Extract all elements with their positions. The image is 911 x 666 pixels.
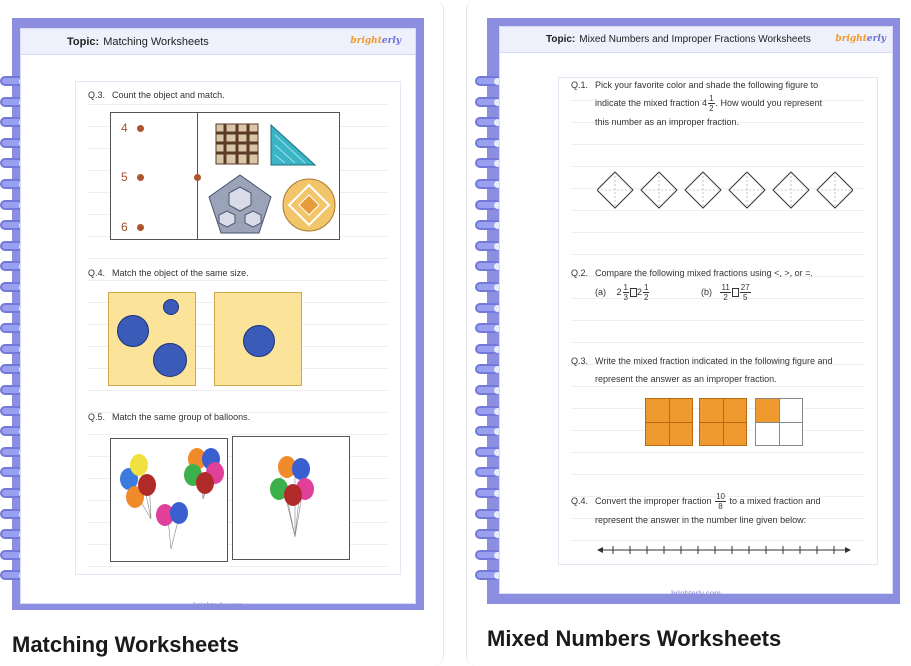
ruled-line xyxy=(88,566,388,567)
pattern-square-icon xyxy=(215,123,259,165)
size-box-2 xyxy=(214,292,302,386)
balloons-icon xyxy=(233,437,351,561)
answer-blank[interactable] xyxy=(630,288,637,297)
ruled-line xyxy=(571,166,865,167)
balloons-icon xyxy=(111,439,229,563)
pentagon-icon xyxy=(207,173,273,235)
topic-bar xyxy=(21,29,415,55)
question-2: Q.2. Compare the following mixed fractions using <, >, or =. (a) 2 $\frac{1}{3}$ 2 $\frac{1}{2}$ (b) $\frac{11}{2}$ $\frac{27}{5}$ xyxy=(571,268,813,303)
fraction-square-full xyxy=(645,398,693,446)
ruled-line xyxy=(571,232,865,233)
ruled-line xyxy=(571,342,865,343)
worksheet-card-matching[interactable] xyxy=(0,0,444,666)
question-3: Q.3. Count the object and match. xyxy=(88,90,225,100)
ruled-line xyxy=(571,452,865,453)
question-4: Q.4. Match the object of the same size. xyxy=(88,268,249,278)
worksheet-card-mixed-numbers[interactable] xyxy=(466,0,911,666)
number-line xyxy=(597,542,853,558)
number-4: 4 xyxy=(121,121,128,135)
ruled-line xyxy=(88,258,388,259)
card-title[interactable]: Mixed Numbers Worksheets xyxy=(487,626,782,651)
ruled-line xyxy=(571,144,865,145)
ruled-line xyxy=(571,540,865,541)
match-dot xyxy=(137,125,144,132)
fraction-square-full xyxy=(699,398,747,446)
ruled-line xyxy=(571,210,865,211)
match-dot xyxy=(137,174,144,181)
ruled-line xyxy=(571,474,865,475)
circle-pattern-icon xyxy=(281,177,337,233)
footer-url: brighterly.com xyxy=(193,601,243,610)
triangle-icon xyxy=(269,123,317,167)
brand-logo: brighterly xyxy=(835,34,886,44)
card-title[interactable]: Matching Worksheets xyxy=(12,632,239,657)
worksheet-sheet xyxy=(20,28,416,610)
ruled-line xyxy=(571,320,865,321)
topic-label: Topic: xyxy=(546,34,576,45)
size-box-1 xyxy=(108,292,196,386)
question-1: Q.1. Pick your favorite color and shade the following figure to indicate the mixed fraction 4 $\frac{1}{2}$ . How would you represent this number as an improper fraction. xyxy=(571,80,823,128)
number-6: 6 xyxy=(121,220,128,234)
worksheet-sheet xyxy=(499,26,893,598)
balloon-group-2 xyxy=(232,436,350,560)
topic-label: Topic: xyxy=(67,35,100,48)
brand-logo: brighterly xyxy=(350,36,401,46)
question-4: Q.4. Convert the improper fraction $\frac{10}{8}$ to a mixed fraction and represent the answer in the number line given below: xyxy=(571,492,821,526)
worksheet-content xyxy=(75,81,401,575)
worksheet-content xyxy=(558,77,878,565)
topic-value: Mixed Numbers and Improper Fractions Worksheets xyxy=(579,34,811,45)
topic-value: Matching Worksheets xyxy=(103,35,209,48)
question-5: Q.5. Match the same group of balloons. xyxy=(88,412,251,422)
question-3: Q.3. Write the mixed fraction indicated in the following figure and represent the answer as an improper fraction. xyxy=(571,356,833,384)
fraction-square-partial xyxy=(755,398,803,446)
ruled-line xyxy=(88,104,388,105)
count-match-box xyxy=(110,112,340,240)
worksheet-preview-matching[interactable] xyxy=(12,18,424,610)
diamond-figures xyxy=(597,170,853,210)
ruled-line xyxy=(88,390,388,391)
balloon-group-1 xyxy=(110,438,228,562)
number-5: 5 xyxy=(121,170,128,184)
worksheet-preview-mixed-numbers[interactable] xyxy=(487,18,900,604)
ruled-line xyxy=(571,254,865,255)
match-dot xyxy=(194,174,201,181)
footer-url: brighterly.com xyxy=(671,589,721,598)
answer-blank[interactable] xyxy=(732,288,739,297)
topic-bar xyxy=(500,27,892,53)
match-dot xyxy=(137,224,144,231)
ruled-line xyxy=(88,434,388,435)
